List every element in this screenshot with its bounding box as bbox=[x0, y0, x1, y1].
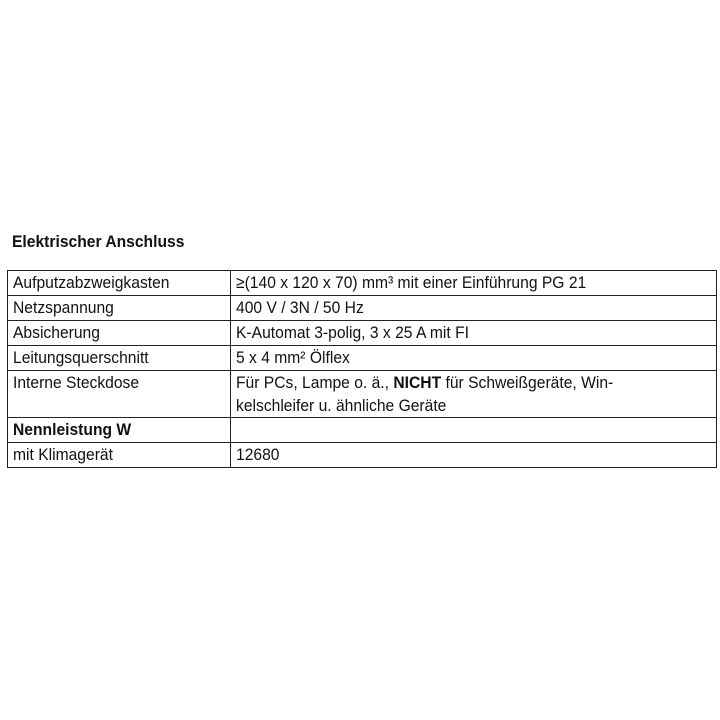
table-row bbox=[8, 346, 717, 371]
row-value bbox=[231, 418, 717, 443]
row-value: 5 x 4 mm² Ölflex bbox=[231, 346, 717, 371]
row-value: 12680 bbox=[231, 443, 717, 468]
value-line-2: kelschleifer u. ähnliche Geräte bbox=[236, 396, 447, 415]
row-value: 400 V / 3N / 50 Hz bbox=[231, 296, 717, 321]
specification-table bbox=[7, 270, 717, 468]
row-label: Absicherung bbox=[8, 321, 231, 346]
row-label: Netzspannung bbox=[8, 296, 231, 321]
table-row bbox=[8, 418, 717, 443]
row-label: Aufputzabzweigkasten bbox=[8, 271, 231, 296]
row-label: mit Klimagerät bbox=[8, 443, 231, 468]
table-row bbox=[8, 371, 717, 418]
row-value bbox=[231, 371, 717, 418]
table-row bbox=[8, 271, 717, 296]
row-value: ≥(140 x 120 x 70) mm³ mit einer Einführung PG 21 bbox=[231, 271, 717, 296]
value-line-1: Für PCs, Lampe o. ä., NICHT für Schweißgeräte, Win- bbox=[236, 373, 614, 392]
table-row bbox=[8, 321, 717, 346]
row-label: Interne Steckdose bbox=[8, 371, 231, 418]
row-label: Leitungsquerschnitt bbox=[8, 346, 231, 371]
section-title: Elektrischer Anschluss bbox=[12, 232, 185, 251]
row-value: K-Automat 3-polig, 3 x 25 A mit FI bbox=[231, 321, 717, 346]
row-label: Nennleistung W bbox=[8, 418, 231, 443]
table-row bbox=[8, 296, 717, 321]
table-row bbox=[8, 443, 717, 468]
emphasis-text: NICHT bbox=[393, 373, 442, 392]
